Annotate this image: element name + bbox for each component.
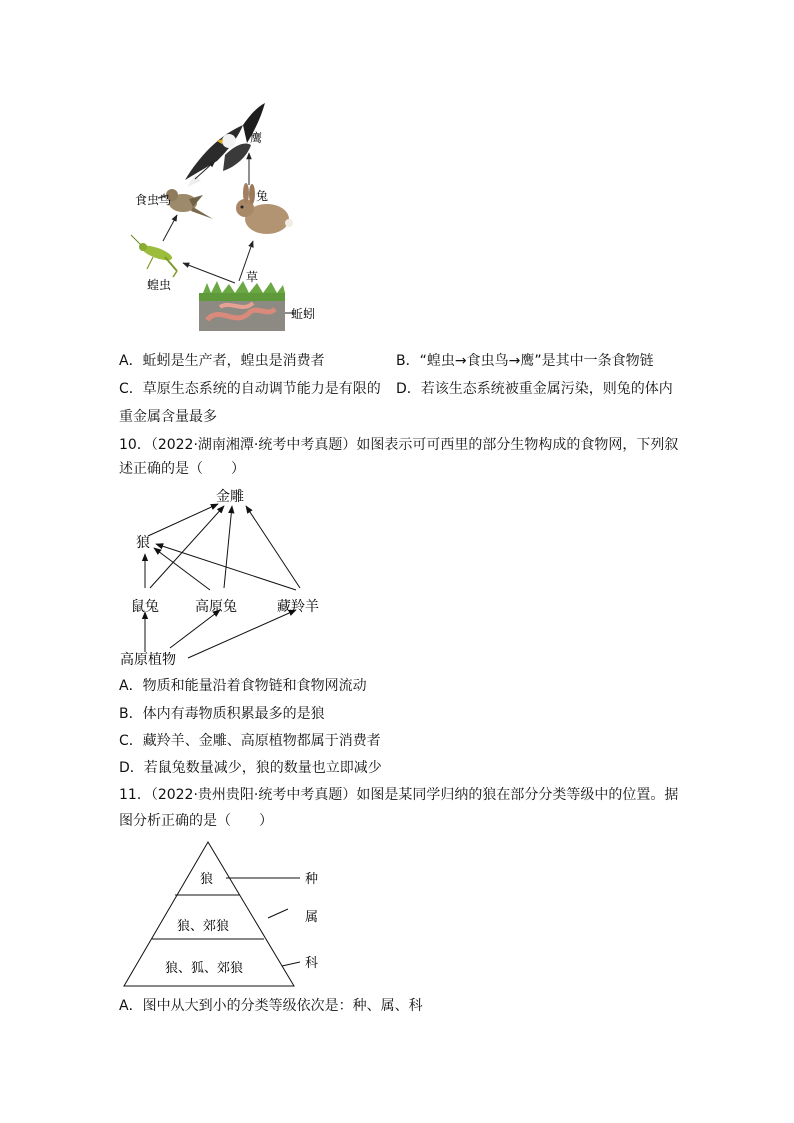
grasshopper-illustration bbox=[131, 235, 177, 277]
label-insectivorous-bird: 食虫鸟 bbox=[135, 193, 172, 207]
q10-food-web-diagram bbox=[110, 480, 350, 670]
q10-option-c[interactable]: C．藏羚羊、金雕、高原植物都属于消费者 bbox=[119, 733, 381, 749]
label-grasshopper: 蝗虫 bbox=[147, 278, 172, 292]
q10-option-a[interactable]: A．物质和能量沿着食物链和食物网流动 bbox=[119, 678, 367, 694]
label-rabbit: 兔 bbox=[256, 189, 269, 203]
q10-stem-line-2: 述正确的是（ ） bbox=[119, 461, 245, 477]
q9-option-b[interactable]: B．“蝗虫→食虫鸟→鹰”是其中一条食物链 bbox=[396, 353, 654, 369]
q9-option-a[interactable]: A．蚯蚓是生产者，蝗虫是消费者 bbox=[119, 353, 325, 369]
label-grass: 草 bbox=[246, 270, 259, 284]
node-plateau-hare: 高原兔 bbox=[195, 599, 237, 615]
q11-stem-line-1: 11．（2022·贵州贵阳·统考中考真题）如图是某同学归纳的狼在部分分类等级中的位置。据 bbox=[119, 787, 679, 803]
q9-option-c[interactable]: C．草原生态系统的自动调节能力是有限的 bbox=[119, 381, 381, 397]
rank-label-genus: 属 bbox=[305, 910, 319, 925]
q9-food-web-figure bbox=[125, 95, 335, 340]
pyramid-level-species: 狼 bbox=[200, 872, 214, 887]
q10-option-b[interactable]: B．体内有毒物质积累最多的是狼 bbox=[119, 706, 325, 722]
label-earthworm: 蚯蚓 bbox=[291, 307, 316, 321]
rank-label-family: 科 bbox=[305, 956, 319, 971]
eagle-illustration bbox=[185, 103, 265, 187]
pyramid-level-genus: 狼、郊狼 bbox=[177, 919, 230, 934]
q11-option-a[interactable]: A．图中从大到小的分类等级依次是：种、属、科 bbox=[119, 998, 423, 1014]
q11-stem-line-2: 图分析正确的是（ ） bbox=[119, 813, 273, 829]
q9-option-d-continued: 重金属含量最多 bbox=[119, 409, 217, 425]
q9-option-d[interactable]: D．若该生态系统被重金属污染，则兔的体内 bbox=[396, 381, 673, 397]
q11-classification-pyramid bbox=[118, 838, 338, 990]
q10-option-d[interactable]: D．若鼠兔数量减少，狼的数量也立即减少 bbox=[119, 760, 382, 776]
node-pika: 鼠兔 bbox=[131, 599, 159, 615]
q10-stem-line-1: 10．（2022·湖南湘潭·统考中考真题）如图表示可可西里的部分生物构成的食物网，下列叙 bbox=[119, 437, 679, 453]
node-tibetan-antelope: 藏羚羊 bbox=[277, 599, 319, 615]
label-eagle: 鹰 bbox=[250, 131, 263, 145]
rank-label-species: 种 bbox=[305, 872, 319, 887]
pyramid-level-family: 狼、狐、郊狼 bbox=[165, 961, 244, 976]
node-plateau-plants: 高原植物 bbox=[120, 652, 176, 668]
node-golden-eagle: 金雕 bbox=[216, 489, 244, 505]
node-wolf: 狼 bbox=[136, 535, 150, 551]
grass-and-soil-illustration bbox=[199, 281, 285, 331]
